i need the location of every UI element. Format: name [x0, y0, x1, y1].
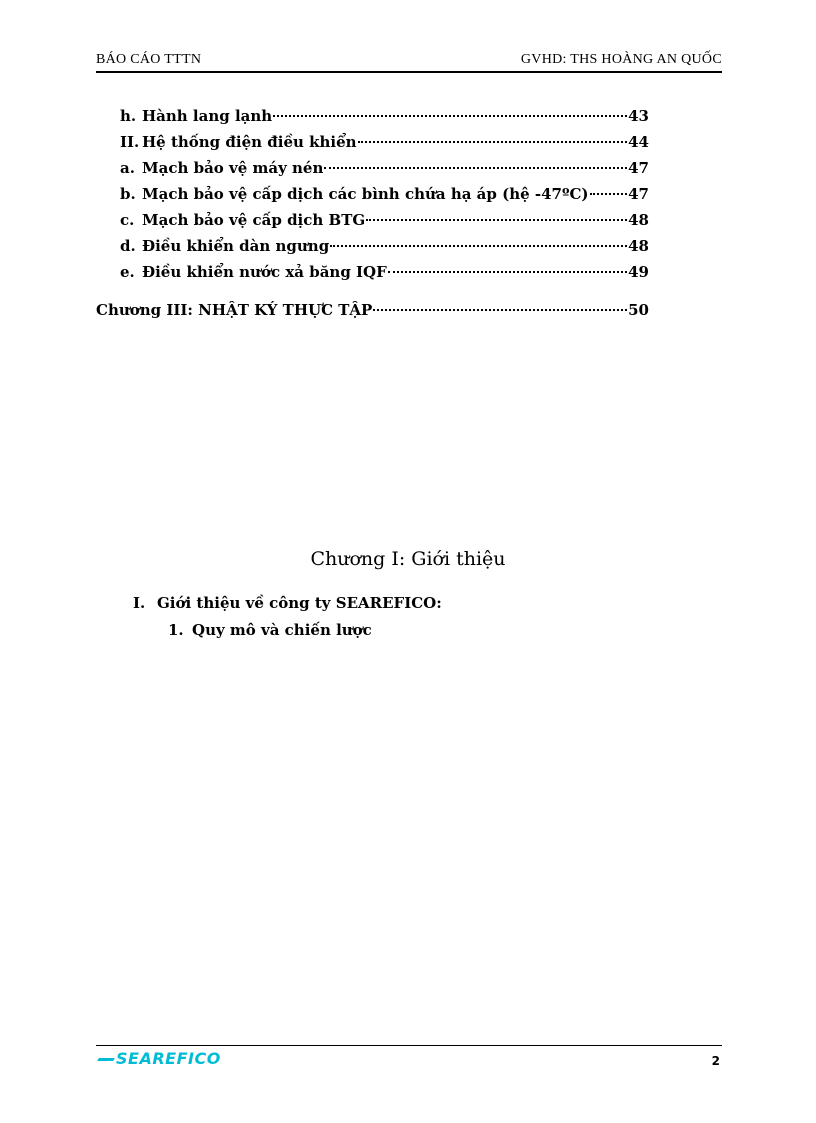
- toc-entry-page: 49: [628, 263, 649, 281]
- toc-dot-leader: [373, 309, 627, 311]
- toc-dot-leader: [388, 271, 627, 273]
- toc-entry-h[interactable]: [96, 103, 649, 129]
- subsection-number: 1.: [168, 621, 184, 639]
- toc-entry-d[interactable]: [96, 233, 649, 259]
- toc-dot-leader: [324, 167, 627, 169]
- toc-entry-chapter-iii[interactable]: [96, 297, 649, 323]
- logo-text: SEAREFICO: [116, 1049, 221, 1068]
- table-of-contents: [96, 103, 649, 323]
- toc-entry-page: 47: [628, 185, 649, 203]
- toc-entry-ii[interactable]: [96, 129, 649, 155]
- toc-entry-title: Chương III: NHẬT KÝ THỰC TẬP: [96, 301, 373, 319]
- toc-entry-number: h.: [120, 107, 137, 125]
- header-report-title: BÁO CÁO TTTN: [96, 52, 202, 67]
- toc-entry-number: c.: [120, 211, 135, 229]
- toc-entry-page: 44: [628, 133, 649, 151]
- toc-entry-page: 43: [628, 107, 649, 125]
- logo-swoosh-icon: [97, 1058, 115, 1061]
- toc-entry-c[interactable]: [96, 207, 649, 233]
- toc-entry-page: 50: [628, 301, 649, 319]
- page-number: 2: [711, 1054, 720, 1068]
- toc-entry-title: Mạch bảo vệ cấp dịch các bình chứa hạ áp (hệ -47ºC): [142, 185, 589, 203]
- toc-entry-number: e.: [120, 263, 135, 281]
- toc-entry-b[interactable]: [96, 181, 649, 207]
- subsection-heading: [168, 621, 372, 639]
- toc-entry-page: 48: [628, 237, 649, 255]
- toc-entry-number: a.: [120, 159, 135, 177]
- page-header: [96, 52, 722, 72]
- toc-entry-title: Hệ thống điện điều khiển: [142, 133, 357, 151]
- toc-dot-leader: [330, 245, 627, 247]
- toc-entry-title: Hành lang lạnh: [142, 107, 273, 125]
- footer-divider: [96, 1045, 722, 1046]
- toc-entry-title: Điều khiển nước xả băng IQF: [142, 263, 387, 281]
- toc-entry-a[interactable]: [96, 155, 649, 181]
- toc-entry-e[interactable]: [96, 259, 649, 285]
- searefico-logo: [98, 1049, 221, 1069]
- toc-entry-page: 48: [628, 211, 649, 229]
- toc-entry-title: Điều khiển dàn ngưng: [142, 237, 330, 255]
- toc-dot-leader: [273, 115, 627, 117]
- toc-entry-number: d.: [120, 237, 136, 255]
- subsection-title: Quy mô và chiến lược: [192, 621, 372, 639]
- toc-dot-leader: [590, 193, 628, 195]
- section-number: I.: [133, 594, 146, 612]
- toc-entry-number: II.: [120, 133, 140, 151]
- toc-entry-number: b.: [120, 185, 136, 203]
- toc-entry-title: Mạch bảo vệ cấp dịch BTG: [142, 211, 366, 229]
- header-advisor: GVHD: THS HOÀNG AN QUỐC: [520, 52, 722, 67]
- chapter-heading: Chương I: Giới thiệu: [310, 548, 506, 570]
- section-title: Giới thiệu về công ty SEAREFICO:: [157, 594, 442, 612]
- toc-dot-leader: [366, 219, 627, 221]
- toc-dot-leader: [358, 141, 628, 143]
- toc-entry-page: 47: [628, 159, 649, 177]
- toc-entry-title: Mạch bảo vệ máy nén: [142, 159, 324, 177]
- header-divider: [96, 71, 722, 73]
- section-heading: [133, 594, 442, 612]
